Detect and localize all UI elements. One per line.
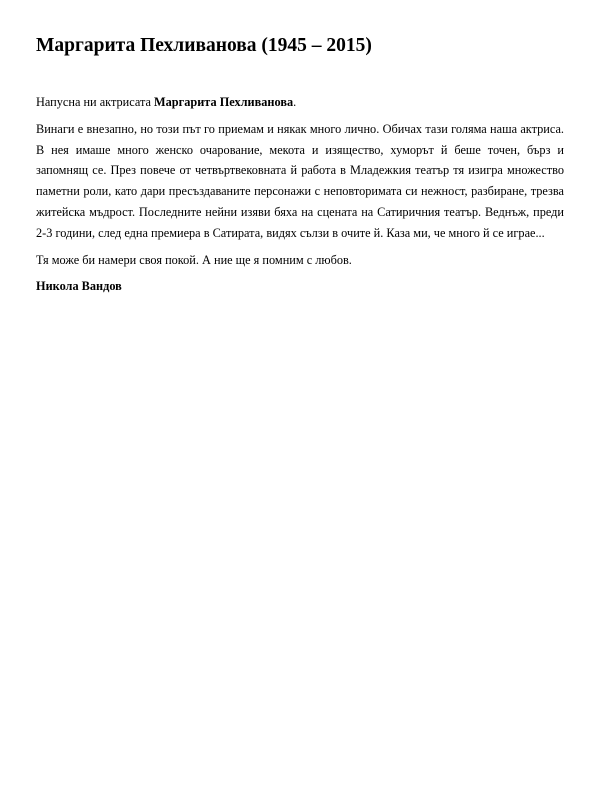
- body-paragraph: Винаги е внезапно, но този път го приемам и някак много лично. Обичах тази голяма наша актриса. В нея имаше много женско очарование, мекота и изящество, хуморът й беше точен, бърз и запомнящ се. През повече от четвъртвековната й работа в Младежкия театър тя изигра множество паметни роли, като дари пресъздаваните персонажи с неповторимата си нежност, разбиране, трезва житейска мъдрост. Последните нейни изяви бяха на сцената на Сатиричния театър. Веднъж, преди 2-3 години, след една премиера в Сатирата, видях сълзи в очите й. Каза ми, че много й се играе...: [36, 121, 564, 240]
- intro-tail: .: [293, 95, 297, 109]
- intro-paragraph: [36, 92, 564, 113]
- closing-paragraph: Тя може би намери своя покой. А ние ще я помним с любов.: [36, 252, 352, 267]
- document-page: [36, 34, 564, 297]
- page-title: Маргарита Пехливанова (1945 – 2015): [36, 35, 372, 56]
- document-body: [36, 92, 564, 297]
- intro-lead: Напусна ни актрисата: [36, 95, 155, 109]
- author-signature: Никола Вандов: [36, 279, 122, 294]
- actress-name: Маргарита Пехливанова: [154, 95, 294, 109]
